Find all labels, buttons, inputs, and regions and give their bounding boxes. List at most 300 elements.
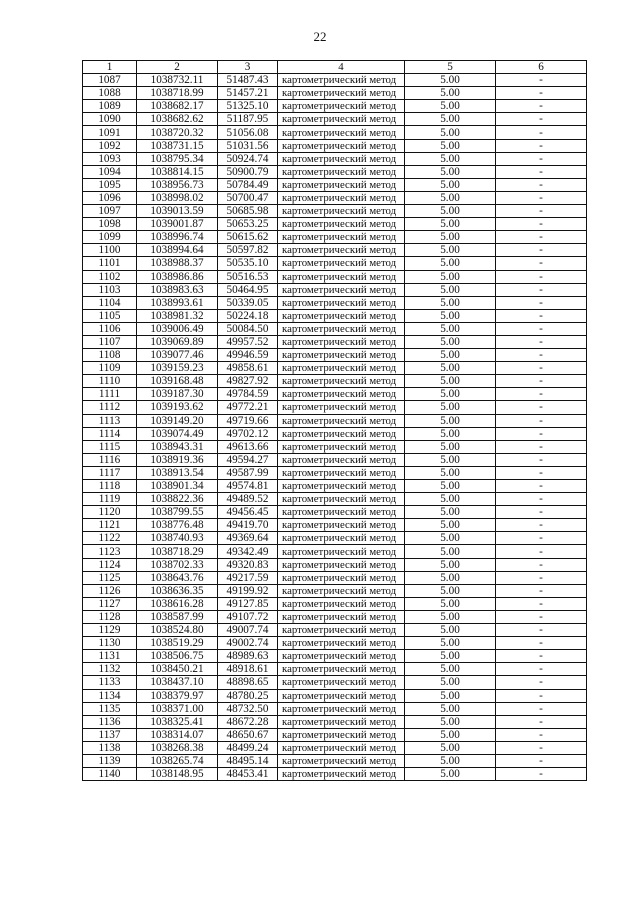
x-coordinate-cell: 1038996.74: [137, 231, 218, 244]
accuracy-cell: 5.00: [405, 349, 496, 362]
x-coordinate-cell: 1038314.07: [137, 728, 218, 741]
note-cell: -: [496, 689, 587, 702]
accuracy-cell: 5.00: [405, 152, 496, 165]
point-number-cell: 1104: [83, 296, 137, 309]
x-coordinate-cell: 1038379.97: [137, 689, 218, 702]
method-cell: картометрический метод: [278, 205, 405, 218]
note-cell: -: [496, 139, 587, 152]
method-cell: картометрический метод: [278, 74, 405, 87]
method-cell: картометрический метод: [278, 493, 405, 506]
y-coordinate-cell: 49719.66: [218, 414, 278, 427]
y-coordinate-cell: 50597.82: [218, 244, 278, 257]
table-row: [83, 466, 587, 479]
note-cell: -: [496, 663, 587, 676]
x-coordinate-cell: 1038718.29: [137, 545, 218, 558]
x-coordinate-cell: 1039077.46: [137, 349, 218, 362]
point-number-cell: 1124: [83, 558, 137, 571]
x-coordinate-cell: 1038913.54: [137, 466, 218, 479]
point-number-cell: 1087: [83, 74, 137, 87]
table-row: [83, 676, 587, 689]
table-row: [83, 715, 587, 728]
table-row: [83, 152, 587, 165]
note-cell: -: [496, 362, 587, 375]
y-coordinate-cell: 50535.10: [218, 257, 278, 270]
x-coordinate-cell: 1038731.15: [137, 139, 218, 152]
method-cell: картометрический метод: [278, 480, 405, 493]
accuracy-cell: 5.00: [405, 715, 496, 728]
y-coordinate-cell: 48898.65: [218, 676, 278, 689]
x-coordinate-cell: 1039069.89: [137, 335, 218, 348]
y-coordinate-cell: 48732.50: [218, 702, 278, 715]
note-cell: -: [496, 388, 587, 401]
table-row: [83, 532, 587, 545]
table-row: [83, 139, 587, 152]
point-number-cell: 1133: [83, 676, 137, 689]
table-row: [83, 270, 587, 283]
y-coordinate-cell: 50784.49: [218, 178, 278, 191]
table-row: [83, 244, 587, 257]
method-cell: картометрический метод: [278, 715, 405, 728]
method-cell: картометрический метод: [278, 545, 405, 558]
point-number-cell: 1092: [83, 139, 137, 152]
point-number-cell: 1132: [83, 663, 137, 676]
y-coordinate-cell: 49217.59: [218, 571, 278, 584]
note-cell: -: [496, 414, 587, 427]
point-number-cell: 1110: [83, 375, 137, 388]
accuracy-cell: 5.00: [405, 584, 496, 597]
accuracy-cell: 5.00: [405, 283, 496, 296]
method-cell: картометрический метод: [278, 257, 405, 270]
method-cell: картометрический метод: [278, 689, 405, 702]
x-coordinate-cell: 1039149.20: [137, 414, 218, 427]
x-coordinate-cell: 1038506.75: [137, 650, 218, 663]
table-row: [83, 309, 587, 322]
accuracy-cell: 5.00: [405, 506, 496, 519]
method-cell: картометрический метод: [278, 309, 405, 322]
point-number-cell: 1117: [83, 466, 137, 479]
method-cell: картометрический метод: [278, 650, 405, 663]
point-number-cell: 1088: [83, 87, 137, 100]
accuracy-cell: 5.00: [405, 401, 496, 414]
x-coordinate-cell: 1038519.29: [137, 637, 218, 650]
accuracy-cell: 5.00: [405, 493, 496, 506]
note-cell: -: [496, 440, 587, 453]
point-number-cell: 1135: [83, 702, 137, 715]
point-number-cell: 1106: [83, 322, 137, 335]
x-coordinate-cell: 1038702.33: [137, 558, 218, 571]
point-number-cell: 1095: [83, 178, 137, 191]
point-number-cell: 1136: [83, 715, 137, 728]
point-number-cell: 1140: [83, 768, 137, 781]
method-cell: картометрический метод: [278, 218, 405, 231]
x-coordinate-cell: 1038998.02: [137, 191, 218, 204]
method-cell: картометрический метод: [278, 584, 405, 597]
x-coordinate-cell: 1038919.36: [137, 453, 218, 466]
accuracy-cell: 5.00: [405, 637, 496, 650]
table-row: [83, 558, 587, 571]
note-cell: -: [496, 165, 587, 178]
accuracy-cell: 5.00: [405, 100, 496, 113]
accuracy-cell: 5.00: [405, 728, 496, 741]
accuracy-cell: 5.00: [405, 689, 496, 702]
table-row: [83, 768, 587, 781]
y-coordinate-cell: 49320.83: [218, 558, 278, 571]
y-coordinate-cell: 48989.63: [218, 650, 278, 663]
y-coordinate-cell: 49574.81: [218, 480, 278, 493]
point-number-cell: 1119: [83, 493, 137, 506]
point-number-cell: 1093: [83, 152, 137, 165]
x-coordinate-cell: 1039013.59: [137, 205, 218, 218]
accuracy-cell: 5.00: [405, 466, 496, 479]
x-coordinate-cell: 1039159.23: [137, 362, 218, 375]
method-cell: картометрический метод: [278, 571, 405, 584]
point-number-cell: 1115: [83, 440, 137, 453]
point-number-cell: 1097: [83, 205, 137, 218]
method-cell: картометрический метод: [278, 728, 405, 741]
table-row: [83, 165, 587, 178]
accuracy-cell: 5.00: [405, 741, 496, 754]
accuracy-cell: 5.00: [405, 545, 496, 558]
accuracy-cell: 5.00: [405, 532, 496, 545]
method-cell: картометрический метод: [278, 466, 405, 479]
y-coordinate-cell: 50653.25: [218, 218, 278, 231]
y-coordinate-cell: 50084.50: [218, 322, 278, 335]
point-number-cell: 1122: [83, 532, 137, 545]
note-cell: -: [496, 322, 587, 335]
note-cell: -: [496, 597, 587, 610]
point-number-cell: 1127: [83, 597, 137, 610]
x-coordinate-cell: 1038643.76: [137, 571, 218, 584]
table-body: [83, 61, 587, 781]
accuracy-cell: 5.00: [405, 597, 496, 610]
method-cell: картометрический метод: [278, 440, 405, 453]
table-row: [83, 584, 587, 597]
note-cell: -: [496, 178, 587, 191]
point-number-cell: 1118: [83, 480, 137, 493]
y-coordinate-cell: 50615.62: [218, 231, 278, 244]
point-number-cell: 1125: [83, 571, 137, 584]
x-coordinate-cell: 1038371.00: [137, 702, 218, 715]
table-row: [83, 597, 587, 610]
method-cell: картометрический метод: [278, 597, 405, 610]
note-cell: -: [496, 480, 587, 493]
point-number-cell: 1131: [83, 650, 137, 663]
header-cell-6: 6: [496, 61, 587, 74]
note-cell: -: [496, 466, 587, 479]
x-coordinate-cell: 1038740.93: [137, 532, 218, 545]
method-cell: картометрический метод: [278, 754, 405, 767]
note-cell: -: [496, 453, 587, 466]
table-row: [83, 100, 587, 113]
table-row: [83, 283, 587, 296]
x-coordinate-cell: 1038799.55: [137, 506, 218, 519]
point-number-cell: 1116: [83, 453, 137, 466]
table-row: [83, 637, 587, 650]
point-number-cell: 1109: [83, 362, 137, 375]
point-number-cell: 1120: [83, 506, 137, 519]
y-coordinate-cell: 48650.67: [218, 728, 278, 741]
note-cell: -: [496, 231, 587, 244]
note-cell: -: [496, 624, 587, 637]
point-number-cell: 1113: [83, 414, 137, 427]
point-number-cell: 1105: [83, 309, 137, 322]
point-number-cell: 1100: [83, 244, 137, 257]
y-coordinate-cell: 49127.85: [218, 597, 278, 610]
point-number-cell: 1138: [83, 741, 137, 754]
x-coordinate-cell: 1038981.32: [137, 309, 218, 322]
accuracy-cell: 5.00: [405, 218, 496, 231]
table-row: [83, 440, 587, 453]
x-coordinate-cell: 1038993.61: [137, 296, 218, 309]
table-row: [83, 375, 587, 388]
point-number-cell: 1123: [83, 545, 137, 558]
x-coordinate-cell: 1038795.34: [137, 152, 218, 165]
table-row: [83, 506, 587, 519]
y-coordinate-cell: 49587.99: [218, 466, 278, 479]
method-cell: картометрический метод: [278, 139, 405, 152]
method-cell: картометрический метод: [278, 244, 405, 257]
point-number-cell: 1130: [83, 637, 137, 650]
method-cell: картометрический метод: [278, 191, 405, 204]
accuracy-cell: 5.00: [405, 610, 496, 623]
x-coordinate-cell: 1038732.11: [137, 74, 218, 87]
point-number-cell: 1134: [83, 689, 137, 702]
table-row: [83, 480, 587, 493]
x-coordinate-cell: 1038901.34: [137, 480, 218, 493]
note-cell: -: [496, 152, 587, 165]
accuracy-cell: 5.00: [405, 139, 496, 152]
note-cell: -: [496, 532, 587, 545]
accuracy-cell: 5.00: [405, 388, 496, 401]
table-row: [83, 335, 587, 348]
method-cell: картометрический метод: [278, 165, 405, 178]
point-number-cell: 1096: [83, 191, 137, 204]
table-row: [83, 87, 587, 100]
y-coordinate-cell: 50924.74: [218, 152, 278, 165]
method-cell: картометрический метод: [278, 401, 405, 414]
table-row: [83, 191, 587, 204]
method-cell: картометрический метод: [278, 87, 405, 100]
method-cell: картометрический метод: [278, 113, 405, 126]
y-coordinate-cell: 49456.45: [218, 506, 278, 519]
y-coordinate-cell: 49107.72: [218, 610, 278, 623]
accuracy-cell: 5.00: [405, 335, 496, 348]
note-cell: -: [496, 74, 587, 87]
method-cell: картометрический метод: [278, 768, 405, 781]
note-cell: -: [496, 283, 587, 296]
x-coordinate-cell: 1039006.49: [137, 322, 218, 335]
note-cell: -: [496, 296, 587, 309]
y-coordinate-cell: 50700.47: [218, 191, 278, 204]
note-cell: -: [496, 519, 587, 532]
method-cell: картометрический метод: [278, 427, 405, 440]
x-coordinate-cell: 1038682.17: [137, 100, 218, 113]
y-coordinate-cell: 51187.95: [218, 113, 278, 126]
accuracy-cell: 5.00: [405, 480, 496, 493]
note-cell: -: [496, 87, 587, 100]
point-number-cell: 1098: [83, 218, 137, 231]
x-coordinate-cell: 1038587.99: [137, 610, 218, 623]
coordinates-table: [82, 60, 587, 781]
y-coordinate-cell: 49419.70: [218, 519, 278, 532]
note-cell: -: [496, 545, 587, 558]
y-coordinate-cell: 51457.21: [218, 87, 278, 100]
method-cell: картометрический метод: [278, 335, 405, 348]
method-cell: картометрический метод: [278, 558, 405, 571]
method-cell: картометрический метод: [278, 349, 405, 362]
header-cell-4: 4: [278, 61, 405, 74]
method-cell: картометрический метод: [278, 100, 405, 113]
y-coordinate-cell: 49784.59: [218, 388, 278, 401]
table-row: [83, 126, 587, 139]
note-cell: -: [496, 191, 587, 204]
note-cell: -: [496, 715, 587, 728]
header-cell-5: 5: [405, 61, 496, 74]
note-cell: -: [496, 571, 587, 584]
table-row: [83, 178, 587, 191]
header-cell-3: 3: [218, 61, 278, 74]
x-coordinate-cell: 1038983.63: [137, 283, 218, 296]
method-cell: картометрический метод: [278, 322, 405, 335]
point-number-cell: 1121: [83, 519, 137, 532]
table-row: [83, 624, 587, 637]
method-cell: картометрический метод: [278, 741, 405, 754]
point-number-cell: 1108: [83, 349, 137, 362]
accuracy-cell: 5.00: [405, 296, 496, 309]
point-number-cell: 1089: [83, 100, 137, 113]
accuracy-cell: 5.00: [405, 453, 496, 466]
accuracy-cell: 5.00: [405, 414, 496, 427]
point-number-cell: 1114: [83, 427, 137, 440]
y-coordinate-cell: 48453.41: [218, 768, 278, 781]
x-coordinate-cell: 1038986.86: [137, 270, 218, 283]
table-row: [83, 741, 587, 754]
accuracy-cell: 5.00: [405, 191, 496, 204]
note-cell: -: [496, 401, 587, 414]
point-number-cell: 1126: [83, 584, 137, 597]
point-number-cell: 1111: [83, 388, 137, 401]
method-cell: картометрический метод: [278, 388, 405, 401]
note-cell: -: [496, 309, 587, 322]
point-number-cell: 1101: [83, 257, 137, 270]
method-cell: картометрический метод: [278, 676, 405, 689]
x-coordinate-cell: 1038720.32: [137, 126, 218, 139]
table-row: [83, 754, 587, 767]
x-coordinate-cell: 1038814.15: [137, 165, 218, 178]
method-cell: картометрический метод: [278, 283, 405, 296]
note-cell: -: [496, 702, 587, 715]
accuracy-cell: 5.00: [405, 624, 496, 637]
y-coordinate-cell: 49827.92: [218, 375, 278, 388]
y-coordinate-cell: 49613.66: [218, 440, 278, 453]
accuracy-cell: 5.00: [405, 322, 496, 335]
table-row: [83, 571, 587, 584]
x-coordinate-cell: 1038718.99: [137, 87, 218, 100]
note-cell: -: [496, 493, 587, 506]
accuracy-cell: 5.00: [405, 165, 496, 178]
accuracy-cell: 5.00: [405, 754, 496, 767]
y-coordinate-cell: 48499.24: [218, 741, 278, 754]
accuracy-cell: 5.00: [405, 309, 496, 322]
x-coordinate-cell: 1039187.30: [137, 388, 218, 401]
x-coordinate-cell: 1038636.35: [137, 584, 218, 597]
note-cell: -: [496, 650, 587, 663]
method-cell: картометрический метод: [278, 663, 405, 676]
table-row: [83, 205, 587, 218]
table-row: [83, 296, 587, 309]
y-coordinate-cell: 49702.12: [218, 427, 278, 440]
accuracy-cell: 5.00: [405, 427, 496, 440]
y-coordinate-cell: 51031.56: [218, 139, 278, 152]
accuracy-cell: 5.00: [405, 257, 496, 270]
note-cell: -: [496, 754, 587, 767]
point-number-cell: 1102: [83, 270, 137, 283]
accuracy-cell: 5.00: [405, 676, 496, 689]
point-number-cell: 1099: [83, 231, 137, 244]
accuracy-cell: 5.00: [405, 558, 496, 571]
x-coordinate-cell: 1039193.62: [137, 401, 218, 414]
note-cell: -: [496, 205, 587, 218]
table-row: [83, 702, 587, 715]
note-cell: -: [496, 335, 587, 348]
table-row: [83, 545, 587, 558]
point-number-cell: 1094: [83, 165, 137, 178]
table-row: [83, 728, 587, 741]
x-coordinate-cell: 1038268.38: [137, 741, 218, 754]
method-cell: картометрический метод: [278, 375, 405, 388]
table-row: [83, 401, 587, 414]
accuracy-cell: 5.00: [405, 702, 496, 715]
table-row: [83, 414, 587, 427]
accuracy-cell: 5.00: [405, 768, 496, 781]
table-row: [83, 689, 587, 702]
accuracy-cell: 5.00: [405, 663, 496, 676]
point-number-cell: 1137: [83, 728, 137, 741]
note-cell: -: [496, 270, 587, 283]
table-row: [83, 349, 587, 362]
table-header-row: [83, 61, 587, 74]
x-coordinate-cell: 1039001.87: [137, 218, 218, 231]
note-cell: -: [496, 349, 587, 362]
y-coordinate-cell: 49002.74: [218, 637, 278, 650]
header-cell-1: 1: [83, 61, 137, 74]
method-cell: картометрический метод: [278, 506, 405, 519]
note-cell: -: [496, 558, 587, 571]
accuracy-cell: 5.00: [405, 231, 496, 244]
y-coordinate-cell: 49342.49: [218, 545, 278, 558]
method-cell: картометрический метод: [278, 637, 405, 650]
y-coordinate-cell: 51325.10: [218, 100, 278, 113]
table-row: [83, 519, 587, 532]
table-row: [83, 231, 587, 244]
accuracy-cell: 5.00: [405, 440, 496, 453]
table-row: [83, 74, 587, 87]
point-number-cell: 1090: [83, 113, 137, 126]
accuracy-cell: 5.00: [405, 87, 496, 100]
accuracy-cell: 5.00: [405, 375, 496, 388]
point-number-cell: 1129: [83, 624, 137, 637]
note-cell: -: [496, 257, 587, 270]
method-cell: картометрический метод: [278, 532, 405, 545]
note-cell: -: [496, 741, 587, 754]
note-cell: -: [496, 728, 587, 741]
y-coordinate-cell: 49772.21: [218, 401, 278, 414]
note-cell: -: [496, 375, 587, 388]
y-coordinate-cell: 48780.25: [218, 689, 278, 702]
accuracy-cell: 5.00: [405, 74, 496, 87]
y-coordinate-cell: 49858.61: [218, 362, 278, 375]
x-coordinate-cell: 1038616.28: [137, 597, 218, 610]
